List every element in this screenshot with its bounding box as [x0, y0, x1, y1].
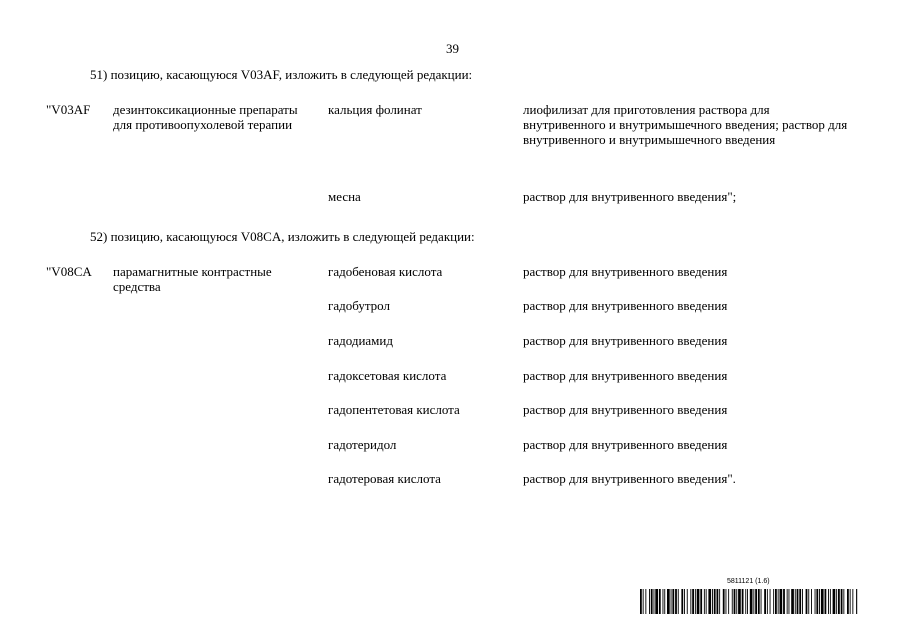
item-52-form-4: раствор для внутривенного введения [523, 368, 728, 383]
item-52-form-1: раствор для внутривенного введения [523, 264, 728, 279]
item-51-group: дезинтоксикационные препараты для противоопухолевой терапии [113, 102, 298, 132]
item-52-drug-4: гадоксетовая кислота [328, 368, 447, 383]
item-52-intro: 52) позицию, касающуюся V08CA, изложить в следующей редакции: [90, 229, 475, 244]
item-52-form-7: раствор для внутривенного введения". [523, 471, 736, 486]
item-52-form-6: раствор для внутривенного введения [523, 437, 728, 452]
barcode-caption: 5811121 (1.6) [727, 578, 770, 585]
page-number: 39 [446, 41, 459, 56]
item-52-drug-6: гадотеридол [328, 437, 397, 452]
item-52-form-5: раствор для внутривенного введения [523, 402, 728, 417]
barcode-icon [640, 589, 858, 614]
item-51-code: "V03AF [46, 102, 91, 117]
item-52-drug-1: гадобеновая кислота [328, 264, 443, 279]
item-52-group: парамагнитные контрастные средства [113, 264, 272, 294]
item-51-drug-1: кальция фолинат [328, 102, 422, 117]
item-52-drug-3: гадодиамид [328, 333, 393, 348]
item-51-form-1: лиофилизат для приготовления раствора для внутривенного и внутримышечного введения; раствор для внутривенного и внутримышечного введения [523, 102, 848, 147]
item-51-drug-2: месна [328, 189, 361, 204]
item-51-intro: 51) позицию, касающуюся V03AF, изложить в следующей редакции: [90, 67, 473, 82]
item-52-form-2: раствор для внутривенного введения [523, 298, 728, 313]
item-51-form-2: раствор для внутривенного введения"; [523, 189, 737, 204]
item-52-code: "V08CA [46, 264, 92, 279]
item-52-drug-2: гадобутрол [328, 298, 390, 313]
item-52-drug-7: гадотеровая кислота [328, 471, 441, 486]
item-52-form-3: раствор для внутривенного введения [523, 333, 728, 348]
item-52-drug-5: гадопентетовая кислота [328, 402, 460, 417]
